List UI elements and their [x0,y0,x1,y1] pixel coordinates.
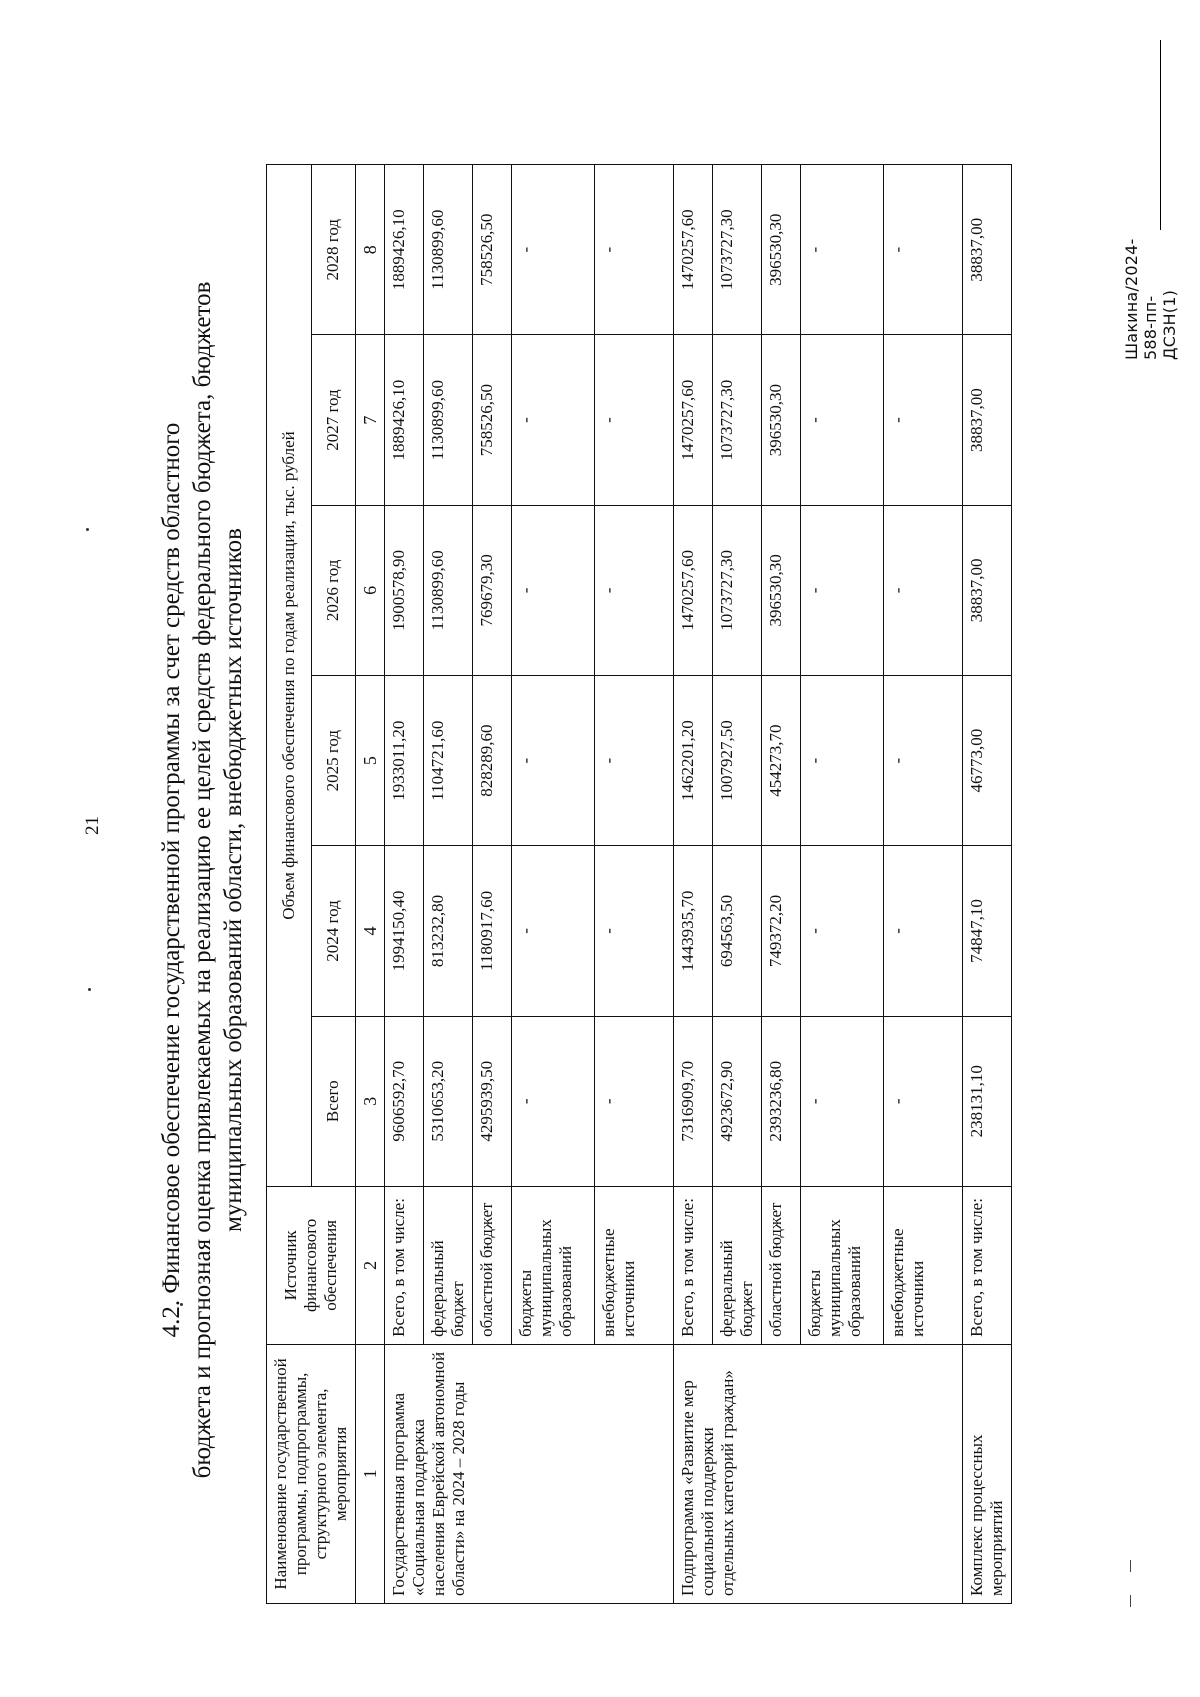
year-value-cell: 1073727,30 [713,335,762,505]
year-value-cell: 1130899,60 [424,505,473,675]
year-value-cell: - [512,846,595,1016]
section-title [156,100,249,1660]
table-row [674,165,713,1604]
year-value-cell: 1130899,60 [424,335,473,505]
source-cell: федеральный бюджет [713,1186,762,1344]
year-value-cell: - [801,505,884,675]
year-value-cell: 1933011,20 [385,676,424,846]
year-value-cell: 396530,30 [762,335,801,505]
year-value-cell: 1443935,70 [674,846,713,1016]
header-year-2027: 2027 год [311,335,356,505]
total-value-cell: - [884,1016,963,1186]
column-index: 4 [356,846,385,1016]
year-value-cell: 38837,00 [963,505,1012,675]
year-value-cell: - [512,505,595,675]
year-value-cell: 1470257,60 [674,165,713,335]
year-value-cell: 1104721,60 [424,676,473,846]
year-value-cell: 396530,30 [762,165,801,335]
total-value-cell: 5310653,20 [424,1016,473,1186]
total-value-cell: 4295939,50 [473,1016,512,1186]
year-value-cell: - [512,676,595,846]
year-value-cell: - [595,335,674,505]
source-cell: федеральный бюджет [424,1186,473,1344]
year-value-cell: 38837,00 [963,335,1012,505]
year-value-cell: 1462201,20 [674,676,713,846]
column-index: 8 [356,165,385,335]
year-value-cell: 1900578,90 [385,505,424,675]
year-value-cell: - [884,165,963,335]
year-value-cell: 454273,70 [762,676,801,846]
header-year-2028: 2028 год [311,165,356,335]
table-row [385,165,424,1604]
year-value-cell: 828289,60 [473,676,512,846]
total-value-cell: - [512,1016,595,1186]
year-value-cell: 813232,80 [424,846,473,1016]
year-value-cell: - [595,505,674,675]
year-value-cell: 1889426,10 [385,335,424,505]
margin-line [1160,40,1161,230]
source-cell: областной бюджет [473,1186,512,1344]
total-value-cell: 9606592,70 [385,1016,424,1186]
year-value-cell: - [884,505,963,675]
rotated-page-content [60,100,1160,1660]
year-value-cell: 46773,00 [963,676,1012,846]
year-value-cell: 74847,10 [963,846,1012,1016]
header-year-2026: 2026 год [311,505,356,675]
year-value-cell: 1889426,10 [385,165,424,335]
financing-table [266,164,1012,1604]
header-year-2025: 2025 год [311,676,356,846]
year-value-cell: 749372,20 [762,846,801,1016]
year-value-cell: 1470257,60 [674,505,713,675]
source-cell: Всего, в том числе: [385,1186,424,1344]
column-index: 3 [356,1016,385,1186]
year-value-cell: 396530,30 [762,505,801,675]
total-value-cell: 238131,10 [963,1016,1012,1186]
year-value-cell: 1073727,30 [713,165,762,335]
table-body [385,165,1012,1604]
header-year-2024: 2024 год [311,846,356,1016]
total-value-cell: - [801,1016,884,1186]
source-cell: Всего, в том числе: [674,1186,713,1344]
year-value-cell: 758526,50 [473,335,512,505]
year-value-cell: 694563,50 [713,846,762,1016]
source-cell: Всего, в том числе: [963,1186,1012,1344]
year-value-cell: 1180917,60 [473,846,512,1016]
source-cell: областной бюджет [762,1186,801,1344]
year-value-cell: - [801,676,884,846]
year-value-cell: - [512,335,595,505]
source-cell: внебюджетные источники [595,1186,674,1344]
header-total: Всего [311,1016,356,1186]
title-line-2: бюджета и прогнозная оценка привлекаемых на реализацию ее целей средств федерального бюджета, бюджетов [189,281,216,1479]
header-source: Источник финансового обеспечения [267,1186,356,1344]
year-value-cell: 1470257,60 [674,335,713,505]
year-value-cell: - [801,846,884,1016]
year-value-cell: 1994150,40 [385,846,424,1016]
year-value-cell: - [801,335,884,505]
year-value-cell: - [801,165,884,335]
source-cell: бюджеты муниципальных образований [801,1186,884,1344]
header-volume: Объем финансового обеспечения по годам реализации, тыс. рублей [267,165,312,1187]
total-value-cell: 7316909,70 [674,1016,713,1186]
year-value-cell: 1073727,30 [713,505,762,675]
year-value-cell: - [595,165,674,335]
table-row [963,165,1012,1604]
column-index: 1 [356,1344,385,1603]
year-value-cell: - [884,676,963,846]
year-value-cell: - [884,335,963,505]
header-name: Наименование государственной программы, подпрограммы, структурного элемента, мероприятия [267,1344,356,1603]
year-value-cell: 1130899,60 [424,165,473,335]
column-index: 6 [356,505,385,675]
program-name-cell: Комплекс процессных мероприятий [963,1344,1012,1603]
column-index: 2 [356,1186,385,1344]
year-value-cell: 758526,50 [473,165,512,335]
document-code: Шакина/2024-588-пп-ДСЗН(1) [1122,238,1179,360]
program-name-cell: Подпрограмма «Развитие мер социальной поддержки отдельных категорий граждан» [674,1344,963,1603]
total-value-cell: - [595,1016,674,1186]
title-line-3: муниципальных образований области, внебюджетных источников [220,528,247,1232]
year-value-cell: 769679,30 [473,505,512,675]
year-value-cell: - [595,846,674,1016]
year-value-cell: - [884,846,963,1016]
column-index: 7 [356,335,385,505]
source-cell: внебюджетные источники [884,1186,963,1344]
total-value-cell: 4923672,90 [713,1016,762,1186]
total-value-cell: 2393236,80 [762,1016,801,1186]
program-name-cell: Государственная программа «Социальная поддержка населения Еврейской автономной области» на 2024 – 2028 годы [385,1344,674,1603]
year-value-cell: - [595,676,674,846]
year-value-cell: 1007927,50 [713,676,762,846]
column-index: 5 [356,676,385,846]
year-value-cell: 38837,00 [963,165,1012,335]
title-line-1: 4.2. Финансовое обеспечение государственной программы за счет средств областного [158,422,185,1338]
year-value-cell: - [512,165,595,335]
source-cell: бюджеты муниципальных образований [512,1186,595,1344]
page-number: 21 [82,816,103,835]
